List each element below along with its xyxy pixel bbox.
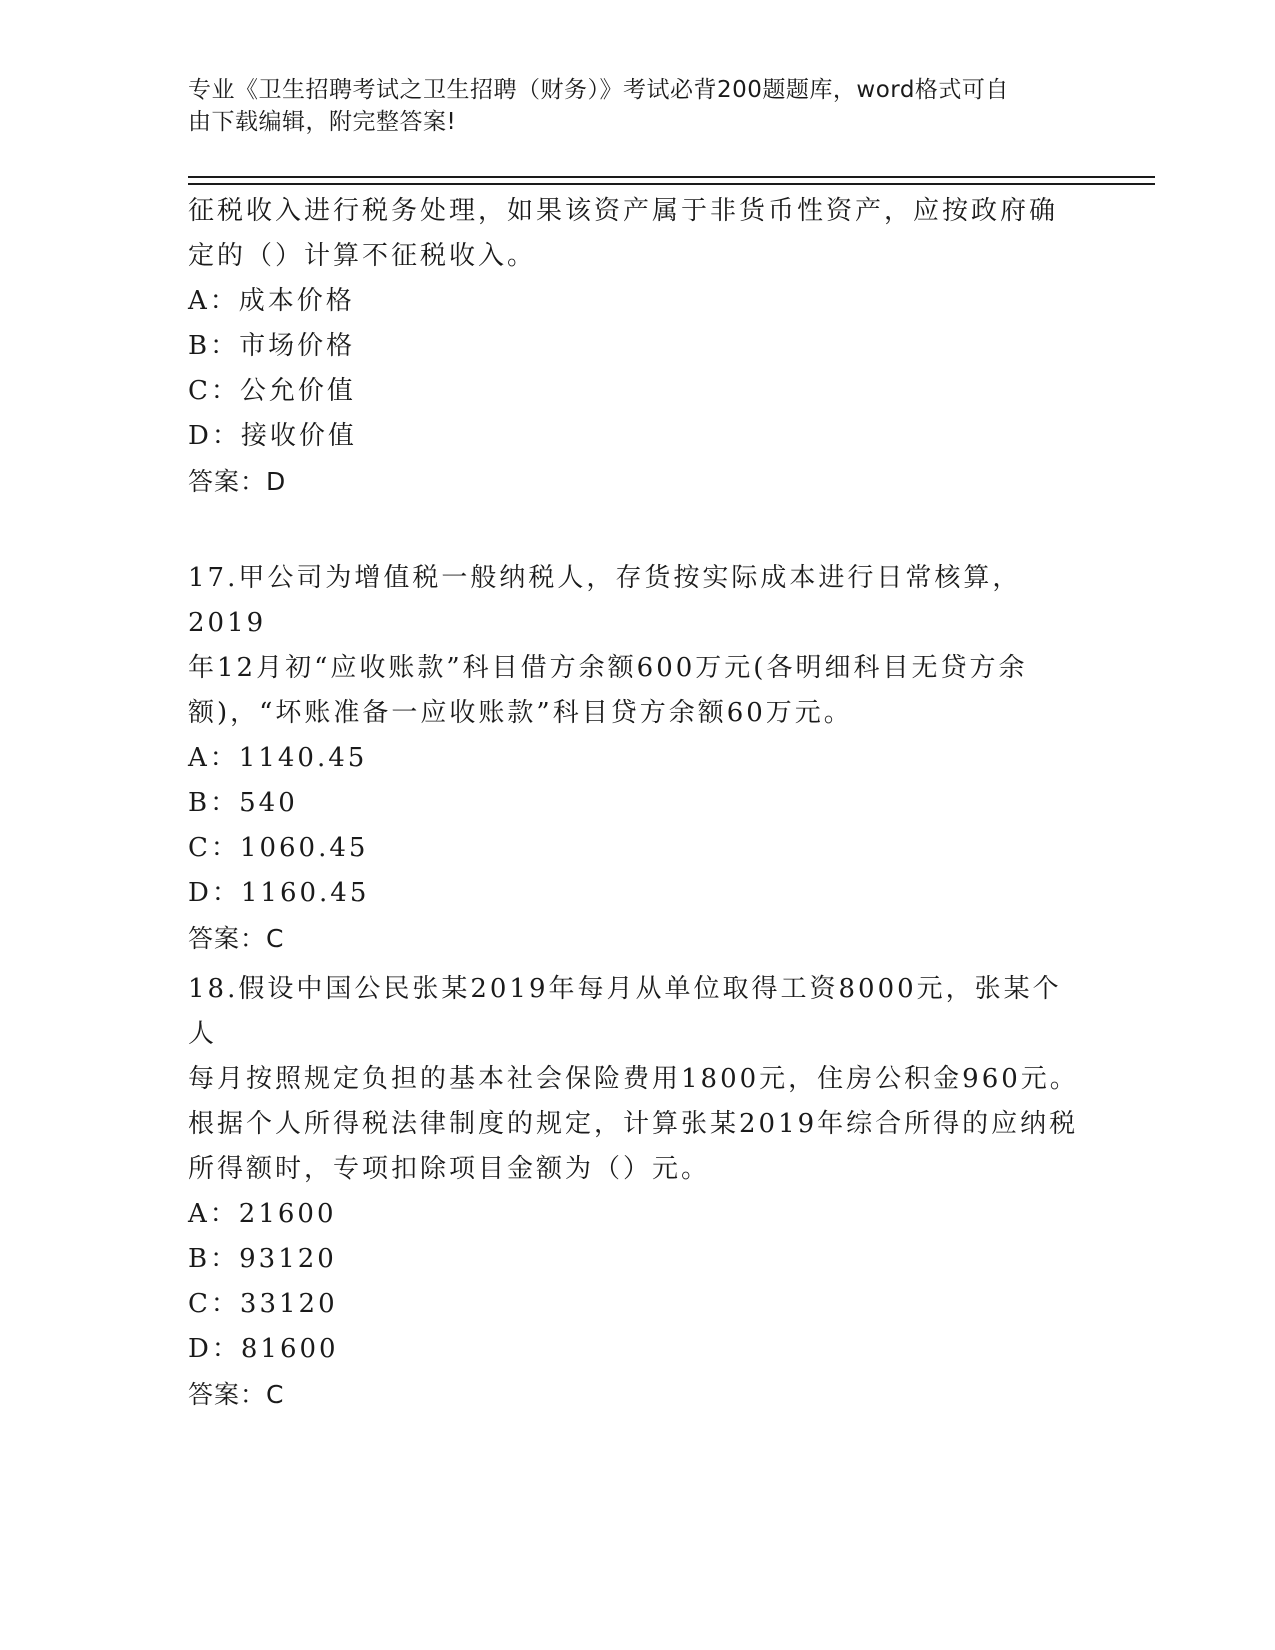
option-text: 公允价值: [239, 376, 356, 406]
option-text: 93120: [239, 1244, 337, 1274]
option-key: D：: [188, 878, 241, 908]
option-a: [188, 736, 1088, 781]
option-d: [188, 1327, 1088, 1372]
option-b: [188, 324, 1088, 369]
option-d: [188, 871, 1088, 916]
question-18: [188, 967, 1088, 1417]
option-text: 21600: [238, 1199, 337, 1229]
option-a: [188, 279, 1088, 324]
answer-line: 答案：C: [188, 1380, 285, 1409]
option-key: A：: [188, 286, 239, 316]
question-text-line: 17.甲公司为增值税一般纳税人，存货按实际成本进行日常核算，2019: [188, 563, 1022, 638]
option-text: 接收价值: [240, 421, 357, 451]
option-text: 1060.45: [239, 833, 369, 863]
option-key: D：: [188, 1334, 241, 1364]
document-header: [188, 74, 1068, 138]
header-divider-top: [188, 176, 1155, 178]
question-text-line: 18.假设中国公民张某2019年每月从单位取得工资8000元，张某个人: [188, 974, 1062, 1049]
question-text-line: 征税收入进行税务处理，如果该资产属于非货币性资产，应按政府确: [188, 196, 1059, 226]
question-16-continued: [188, 189, 1088, 504]
option-key: A：: [188, 1199, 239, 1229]
option-key: C：: [188, 376, 240, 406]
header-line-1: 专业《卫生招聘考试之卫生招聘（财务）》考试必背200题题库，word格式可自: [188, 77, 1009, 103]
option-text: 1160.45: [240, 878, 370, 908]
header-divider-bottom: [188, 183, 1155, 185]
option-key: B：: [188, 788, 240, 818]
option-key: B：: [188, 1244, 240, 1274]
question-17: [188, 556, 1088, 961]
question-text-line: 定的（）计算不征税收入。: [188, 241, 537, 271]
option-key: A：: [188, 743, 239, 773]
option-text: 市场价格: [239, 331, 356, 361]
option-text: 成本价格: [238, 286, 355, 316]
option-c: [188, 1282, 1088, 1327]
question-text-line: 根据个人所得税法律制度的规定，计算张某2019年综合所得的应纳税: [188, 1109, 1079, 1139]
option-a: [188, 1192, 1088, 1237]
option-key: D：: [188, 421, 241, 451]
question-text-line: 额)，“坏账准备一应收账款”科目贷方余额60万元。: [188, 698, 853, 728]
option-text: 540: [239, 788, 298, 818]
option-c: [188, 369, 1088, 414]
question-text-line: 每月按照规定负担的基本社会保险费用1800元，住房公积金960元。: [188, 1064, 1079, 1094]
answer-line: 答案：C: [188, 924, 285, 953]
option-key: C：: [188, 1289, 240, 1319]
option-d: [188, 414, 1088, 459]
option-key: B：: [188, 331, 240, 361]
option-key: C：: [188, 833, 240, 863]
option-text: 1140.45: [238, 743, 368, 773]
option-text: 33120: [239, 1289, 338, 1319]
answer-line: 答案：D: [188, 467, 287, 496]
header-line-2: 由下载编辑，附完整答案!: [188, 109, 457, 135]
question-text-line: 所得额时，专项扣除项目金额为（）元。: [188, 1154, 711, 1184]
option-c: [188, 826, 1088, 871]
option-text: 81600: [240, 1334, 339, 1364]
option-b: [188, 1237, 1088, 1282]
option-b: [188, 781, 1088, 826]
question-text-line: 年12月初“应收账款”科目借方余额600万元(各明细科目无贷方余: [188, 653, 1028, 683]
